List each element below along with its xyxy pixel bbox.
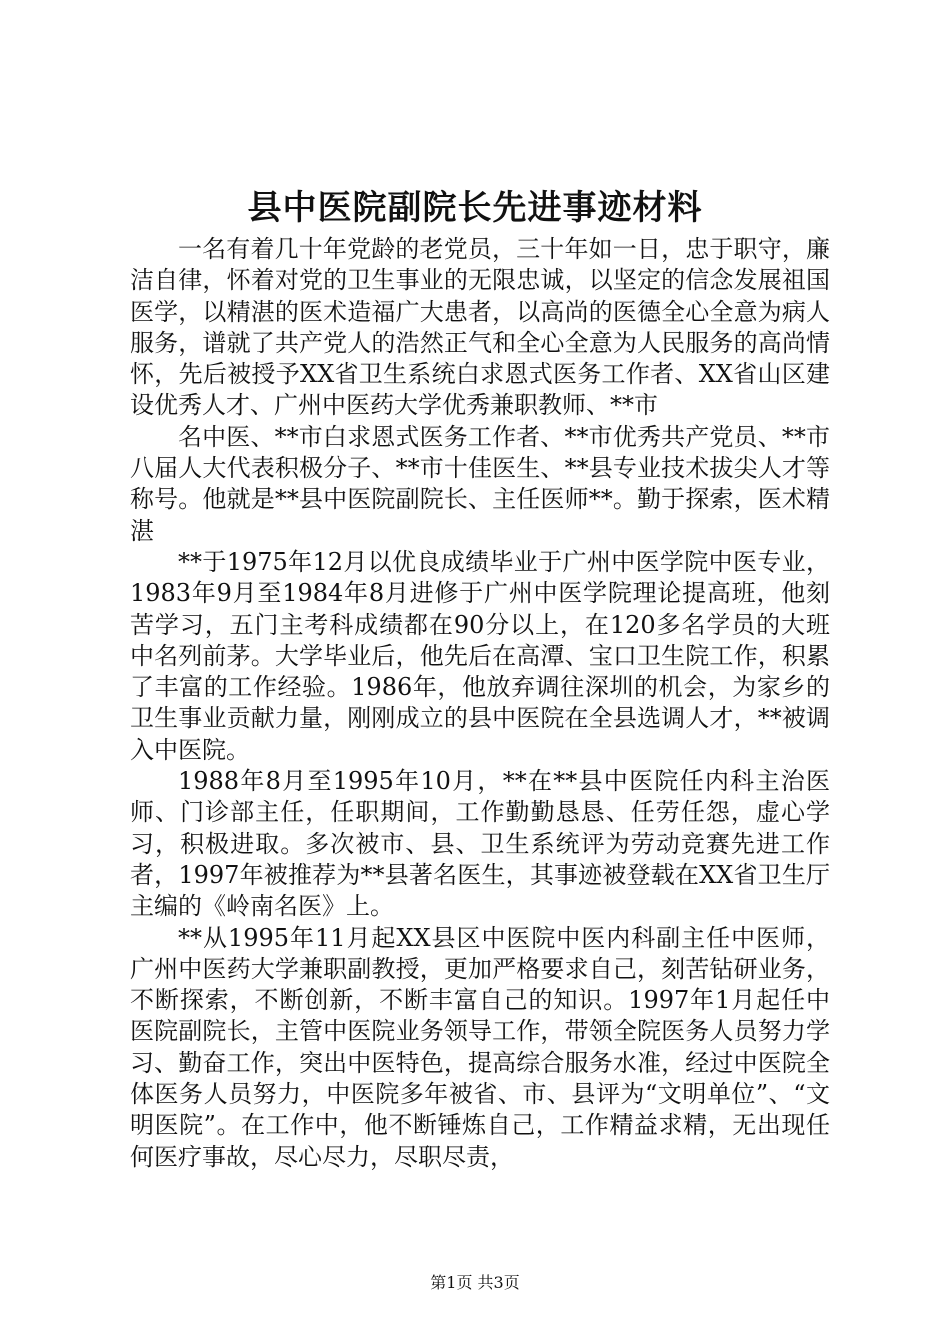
paragraph: 一名有着几十年党龄的老党员，三十年如一日，忠于职守，廉洁自律，怀着对党的卫生事业的无限忠诚，以坚定的信念发展祖国医学，以精湛的医术造福广大患者，以高尚的医德全心全意为病人服务，谱就了共产党人的浩然正气和全心全意为人民服务的高尚情怀，先后被授予XX省卫生系统白求恩式医务工作者、XX省山区建设优秀人才、广州中医药大学优秀兼职教师、**市 [130,235,830,420]
paragraph: 1988年8月至1995年10月，**在**县中医院任内科主治医师、门诊部主任，任职期间，工作勤勤恳恳、任劳任怨，虚心学习，积极进取。多次被市、县、卫生系统评为劳动竞赛先进工作者，1997年被推荐为**县著名医生，其事迹被登载在XX省卫生厅主编的《岭南名医》上。 [130,767,830,921]
paragraph: **从1995年11月起XX县区中医院中医内科副主任中医师，广州中医药大学兼职副教授，更加严格要求自己，刻苦钻研业务，不断探索，不断创新，不断丰富自己的知识。1997年1月起任中医院副院长，主管中医院业务领导工作，带领全院医务人员努力学习、勤奋工作，突出中医特色，提高综合服务水准，经过中医院全体医务人员努力，中医院多年被省、市、县评为“文明单位”、“文明医院”。在工作中，他不断锤炼自己，工作精益求精，无出现任何医疗事故，尽心尽力，尽职尽责， [130,923,830,1171]
page-footer: 第1页 共3页 [430,1273,520,1292]
paragraph: 名中医、**市白求恩式医务工作者、**市优秀共产党员、**市八届人大代表积极分子、**市十佳医生、**县专业技术拔尖人才等称号。他就是**县中医院副院长、主任医师**。勤于探索，医术精湛 [130,422,830,545]
paragraph: **于1975年12月以优良成绩毕业于广州中医学院中医专业，1983年9月至1984年8月进修于广州中医学院理论提高班，他刻苦学习，五门主考科成绩都在90分以上，在120多名学员的大班中名列前茅。大学毕业后，他先后在高潭、宝口卫生院工作，积累了丰富的工作经验。1986年，他放弃调往深圳的机会，为家乡的卫生事业贡献力量，刚刚成立的县中医院在全县选调人才，**被调入中医院。 [130,547,830,764]
document-title: 县中医院副院长先进事迹材料 [247,188,703,228]
document-body [130,234,830,1173]
